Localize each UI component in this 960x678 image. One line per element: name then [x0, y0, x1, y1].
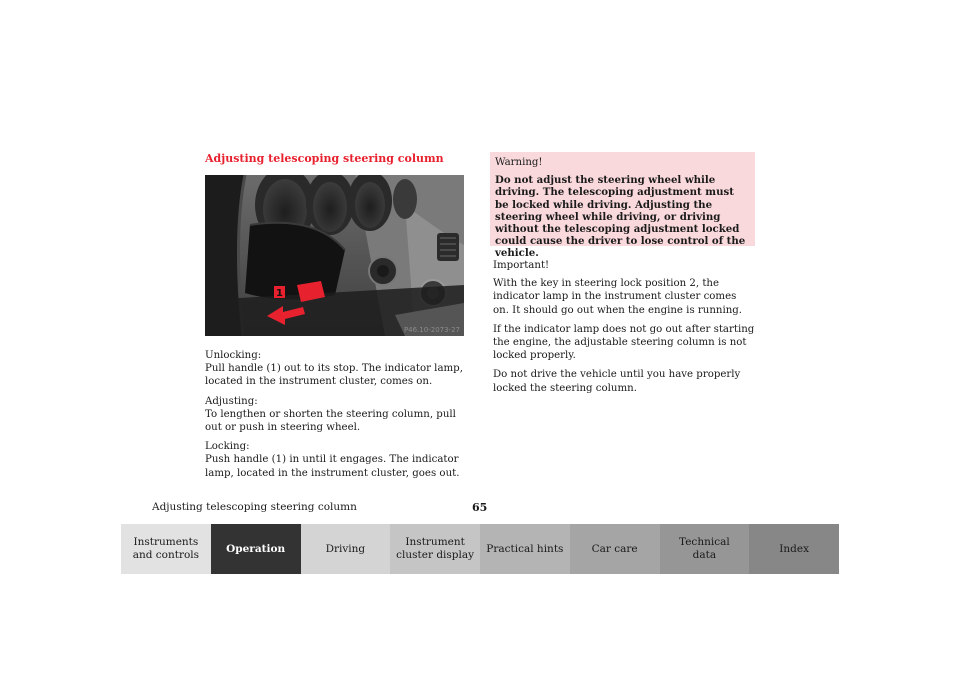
instruction-heading: Locking:: [205, 441, 250, 453]
nav-tab-driving[interactable]: Driving: [301, 524, 391, 574]
warning-box: [490, 152, 755, 260]
nav-tab-operation[interactable]: Operation: [211, 524, 301, 574]
footer-section-title: Adjusting telescoping steering column: [152, 501, 357, 513]
nav-tab-technical-data[interactable]: Technical data: [660, 524, 750, 574]
steering-column-photo: [205, 175, 464, 336]
nav-tab-car-care[interactable]: Car care: [570, 524, 660, 574]
instruction-list: [205, 349, 467, 486]
important-section: [493, 259, 755, 401]
important-heading: Important!: [493, 260, 550, 271]
chapter-nav: [121, 524, 839, 574]
important-paragraph: Do not drive the vehicle until you have properly locked the steering column.: [493, 369, 741, 394]
nav-tab-instrument-cluster-display[interactable]: Instrument cluster display: [390, 524, 480, 574]
instruction-unlocking: [205, 349, 467, 389]
important-paragraph: If the indicator lamp does not go out after starting the engine, the adjustable steering column is not locked properly.: [493, 323, 755, 362]
instruction-text: To lengthen or shorten the steering column, pull out or push in steering wheel.: [205, 408, 456, 434]
nav-tab-instruments-and-controls[interactable]: Instruments and controls: [121, 524, 211, 574]
section-title: Adjusting telescoping steering column: [205, 152, 444, 165]
important-paragraph: With the key in steering lock position 2, the indicator lamp in the instrument cluster comes on. It should go out when the engine is running.: [493, 278, 743, 316]
callout-label: 1: [276, 288, 283, 299]
page-number: 65: [472, 501, 488, 514]
nav-tab-index[interactable]: Index: [749, 524, 839, 574]
warning-heading: Warning!: [495, 157, 543, 168]
dashboard-illustration: [205, 175, 464, 336]
instruction-heading: Adjusting:: [205, 395, 258, 407]
warning-text: Do not adjust the steering wheel while driving. The telescoping adjustment must be locked while driving. Adjusting the steering wheel while driving, or driving without the telescoping adjustment locked could cause the driver to lose control of the vehicle.: [495, 174, 746, 260]
instruction-locking: [205, 440, 467, 480]
photo-code: P46.10-2073-27: [403, 326, 460, 334]
instruction-adjusting: [205, 395, 467, 435]
instruction-heading: Unlocking:: [205, 350, 262, 361]
instruction-text: Pull handle (1) out to its stop. The indicator lamp, located in the instrument cluster, comes on.: [205, 363, 463, 388]
nav-tab-practical-hints[interactable]: Practical hints: [480, 524, 570, 574]
instruction-text: Push handle (1) in until it engages. The indicator lamp, located in the instrument cluster, goes out.: [205, 454, 460, 479]
